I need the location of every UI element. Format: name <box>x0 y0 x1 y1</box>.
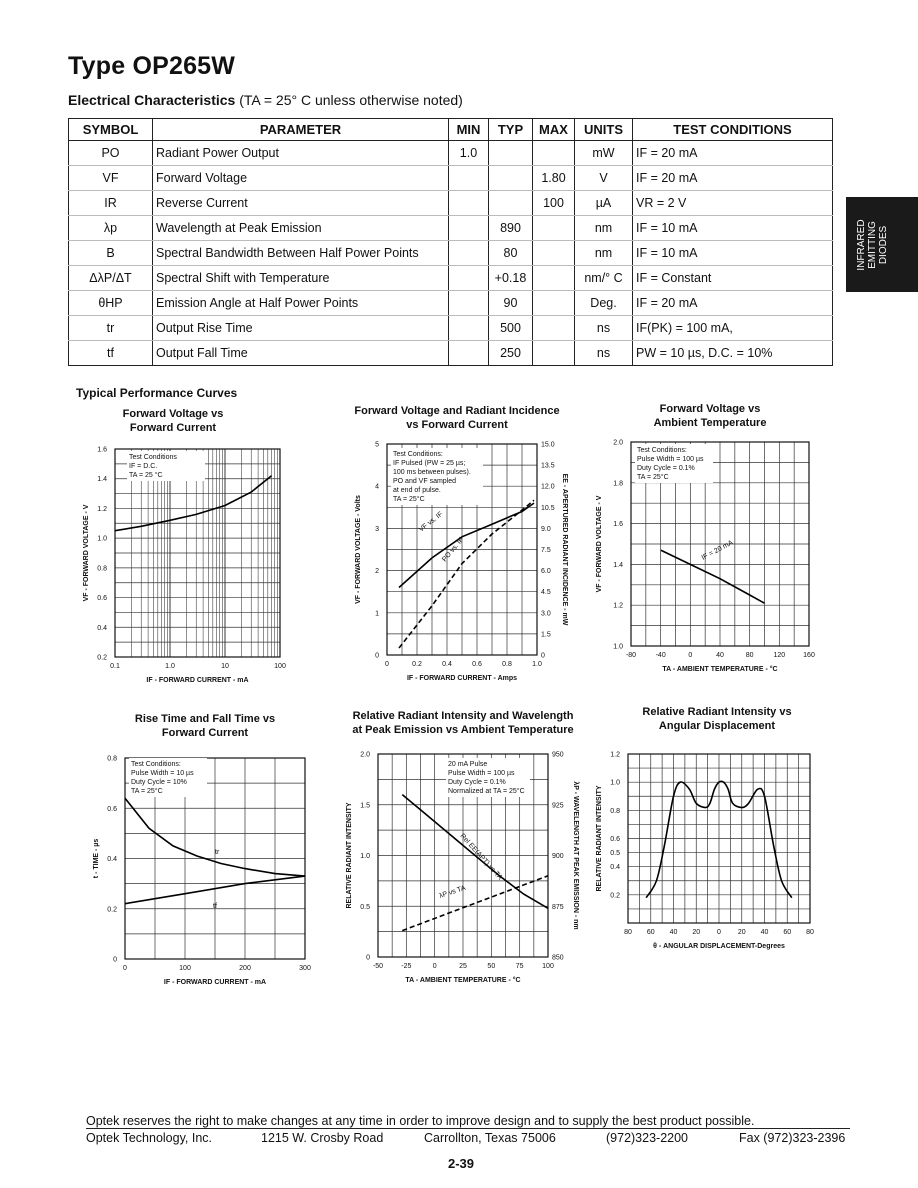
y-tick-label: 0.6 <box>610 836 620 843</box>
x-tick-label: 1.0 <box>165 663 175 670</box>
x-tick-label: 0 <box>688 652 693 659</box>
cell-typ <box>489 191 533 216</box>
y-axis-label: t - TIME - µs <box>93 838 100 879</box>
table-row <box>69 291 833 316</box>
chart-annotation: Pulse Width = 10 µs <box>131 770 194 777</box>
x-tick-label: 80 <box>806 929 814 936</box>
table-row <box>69 191 833 216</box>
cell-max: 1.80 <box>533 166 575 191</box>
y-tick-label: 0 <box>113 956 117 964</box>
city: Carrollton, Texas 75006 <box>424 1131 556 1145</box>
chart-annotation: 20 mA Pulse <box>448 761 488 768</box>
x-tick-label: 0 <box>717 929 721 936</box>
y-tick-label: 5 <box>375 441 379 449</box>
chart-annotation: IF = D.C. <box>129 463 158 470</box>
y-tick-label: 1.0 <box>97 535 107 543</box>
cell-parameter: Forward Voltage <box>153 166 449 191</box>
y2-tick-label: 13.5 <box>541 462 555 470</box>
y2-tick-label: 3.0 <box>541 610 551 618</box>
y-tick-label: 0.5 <box>360 903 370 911</box>
y2-tick-label: 10.5 <box>541 504 555 512</box>
caption-bold: Electrical Characteristics <box>68 92 236 108</box>
y-tick-label: 1.2 <box>613 602 623 610</box>
y2-axis-label: EE - APERTURED RADIANT INCIDENCE - mW <box>561 473 568 626</box>
cell-units: nm/° C <box>575 266 633 291</box>
cell-typ: 890 <box>489 216 533 241</box>
electrical-characteristics-table <box>68 118 833 366</box>
y-tick-label: 0 <box>366 954 370 962</box>
y-tick-label: 1.6 <box>97 446 107 454</box>
tab-line: EMITTING <box>867 221 878 269</box>
page-number: 2-39 <box>448 1156 475 1171</box>
cell-min: 1.0 <box>449 141 489 166</box>
cell-parameter: Radiant Power Output <box>153 141 449 166</box>
cell-conditions: IF = Constant <box>633 266 833 291</box>
y-tick-label: 1.5 <box>360 802 370 810</box>
x-tick-label: 0 <box>432 963 437 970</box>
cell-conditions: VR = 2 V <box>633 191 833 216</box>
x-tick-label: 0 <box>385 661 389 668</box>
chart-annotation: Pulse Width = 100 µs <box>637 456 704 463</box>
chart-4 <box>93 755 311 986</box>
cell-min <box>449 341 489 366</box>
cell-parameter: Output Rise Time <box>153 316 449 341</box>
y-tick-label: 1.8 <box>613 480 623 488</box>
y2-tick-label: 15.0 <box>541 441 555 449</box>
y2-tick-label: 850 <box>552 954 564 962</box>
cell-symbol: B <box>69 241 153 266</box>
cell-symbol: θHP <box>69 291 153 316</box>
chart-annotation: at end of pulse. <box>393 487 441 494</box>
cell-typ: +0.18 <box>489 266 533 291</box>
x-axis-label: TA - AMBIENT TEMPERATURE - °C <box>405 977 521 984</box>
y-axis-label: VF - FORWARD VOLTAGE - V <box>83 504 90 602</box>
x-tick-label: 0.4 <box>442 661 452 668</box>
cell-units: ns <box>575 316 633 341</box>
cell-min <box>449 216 489 241</box>
footer-notice: Optek reserves the right to make changes at any time in order to improve design and to supply the best product possible. <box>86 1114 755 1128</box>
cell-typ: 500 <box>489 316 533 341</box>
y-tick-label: 0.2 <box>107 906 117 914</box>
cell-min <box>449 241 489 266</box>
series-line <box>399 500 534 648</box>
cell-min <box>449 191 489 216</box>
chart-title: Relative Radiant Intensity and Wavelength at Peak Emission vs Ambient Temperature <box>352 710 574 736</box>
cell-min <box>449 316 489 341</box>
cell-conditions: IF = 20 mA <box>633 141 833 166</box>
y-tick-label: 1.0 <box>613 643 623 651</box>
x-tick-label: 300 <box>299 965 311 972</box>
table-row <box>69 316 833 341</box>
x-tick-label: 80 <box>624 929 632 936</box>
y2-tick-label: 7.5 <box>541 547 551 554</box>
y-tick-label: 0.8 <box>107 755 117 763</box>
y2-tick-label: 9.0 <box>541 525 551 533</box>
y2-tick-label: 12.0 <box>541 483 555 491</box>
cell-parameter: Spectral Bandwidth Between Half Power Points <box>153 241 449 266</box>
chart-annotation: IF Pulsed (PW = 25 µs; <box>393 460 466 467</box>
column-header: TYP <box>489 119 533 141</box>
chart-annotation: PO vs. IF <box>441 536 466 564</box>
cell-symbol: tr <box>69 316 153 341</box>
y-tick-label: 0.2 <box>610 892 620 900</box>
table-row <box>69 166 833 191</box>
x-axis-label: IF - FORWARD CURRENT - mA <box>146 677 249 684</box>
chart-6 <box>596 751 814 950</box>
cell-units: nm <box>575 241 633 266</box>
chart-title: Relative Radiant Intensity vs Angular Displacement <box>642 706 792 732</box>
y2-tick-label: 6.0 <box>541 568 551 576</box>
x-tick-label: 40 <box>669 929 678 936</box>
y-tick-label: 0.8 <box>610 807 620 815</box>
series-line <box>399 503 534 587</box>
y-tick-label: 3 <box>375 525 379 533</box>
y-axis-label: RELATIVE RADIANT INTENSITY <box>346 802 353 909</box>
cell-conditions: IF(PK) = 100 mA, <box>633 316 833 341</box>
cell-symbol: VF <box>69 166 153 191</box>
x-tick-label: 25 <box>459 963 467 970</box>
y2-tick-label: 4.5 <box>541 589 551 597</box>
cell-typ: 80 <box>489 241 533 266</box>
cell-parameter: Reverse Current <box>153 191 449 216</box>
chart-annotation: TA = 25 °C <box>129 472 163 479</box>
chart-title: Forward Voltage and Radiant Incidence vs Forward Current <box>354 405 560 431</box>
y-tick-label: 0 <box>375 652 379 660</box>
x-tick-label: 0.8 <box>502 661 512 668</box>
cell-units: mW <box>575 141 633 166</box>
footer-divider <box>86 1128 850 1129</box>
y-tick-label: 4 <box>375 483 379 491</box>
x-axis-label: θ - ANGULAR DISPLACEMENT-Degrees <box>653 943 785 950</box>
y-tick-label: 2 <box>375 568 379 576</box>
chart-title: Forward Voltage vs Forward Current <box>122 408 224 434</box>
column-header: PARAMETER <box>153 119 449 141</box>
y-tick-label: 1.2 <box>97 505 107 513</box>
x-tick-label: 160 <box>803 652 815 659</box>
x-tick-label: 120 <box>773 652 786 659</box>
table-row <box>69 241 833 266</box>
table-row <box>69 141 833 166</box>
x-tick-label: 0 <box>123 965 127 972</box>
y-tick-label: 2.0 <box>360 751 370 759</box>
y2-axis-label: λP - WAVELENGTH AT PEAK EMISSION - nm <box>572 781 579 930</box>
x-tick-label: 200 <box>239 965 251 972</box>
cell-symbol: tf <box>69 341 153 366</box>
y2-tick-label: 1.5 <box>541 631 551 639</box>
chart-annotation: VF vs. IF <box>417 510 445 534</box>
column-header: MAX <box>533 119 575 141</box>
x-axis-label: IF - FORWARD CURRENT - Amps <box>406 675 518 682</box>
cell-max <box>533 216 575 241</box>
x-axis-label: IF - FORWARD CURRENT - mA <box>163 979 267 986</box>
chart-annotation: Test Conditions: <box>637 447 687 454</box>
fax: Fax (972)323-2396 <box>739 1131 846 1145</box>
chart-annotation: Rel EE(APT) vs TA <box>458 832 504 882</box>
y-tick-label: 0.4 <box>97 624 107 632</box>
cell-units: ns <box>575 341 633 366</box>
cell-min <box>449 266 489 291</box>
x-tick-label: 0.6 <box>472 661 482 668</box>
chart-annotation: TA = 25°C <box>393 496 425 503</box>
cell-parameter: Emission Angle at Half Power Points <box>153 291 449 316</box>
x-tick-label: 0.2 <box>412 661 422 668</box>
chart-annotation: TA = 25°C <box>131 788 163 795</box>
chart-annotation: Normalized at TA = 25°C <box>448 788 525 795</box>
x-tick-label: 50 <box>487 963 496 970</box>
chart-annotation: Test Conditions: <box>393 451 443 458</box>
y-tick-label: 2.0 <box>613 439 623 447</box>
cell-parameter: Wavelength at Peak Emission <box>153 216 449 241</box>
chart-title: Rise Time and Fall Time vs Forward Current <box>134 713 276 739</box>
series-line <box>661 550 765 603</box>
cell-symbol: λp <box>69 216 153 241</box>
cell-typ <box>489 141 533 166</box>
y-tick-label: 1.0 <box>610 779 620 787</box>
cell-units: Deg. <box>575 291 633 316</box>
chart-annotation: Test Conditions <box>129 454 177 461</box>
chart-annotation: tr <box>215 849 220 856</box>
cell-min <box>449 291 489 316</box>
x-tick-label: 100 <box>542 963 554 970</box>
chart-2 <box>355 441 568 682</box>
cell-max <box>533 141 575 166</box>
series-line <box>402 876 548 931</box>
cell-max: 100 <box>533 191 575 216</box>
chart-annotation: λP vs TA <box>438 884 467 900</box>
y-tick-label: 1.0 <box>360 853 370 860</box>
column-header: MIN <box>449 119 489 141</box>
x-tick-label: -25 <box>401 963 412 970</box>
x-tick-label: -40 <box>655 652 666 659</box>
cell-conditions: IF = 10 mA <box>633 241 833 266</box>
cell-typ: 250 <box>489 341 533 366</box>
cell-max <box>533 241 575 266</box>
table-row <box>69 341 833 366</box>
x-tick-label: 40 <box>716 652 724 659</box>
chart-annotation: Duty Cycle = 0.1% <box>448 779 506 786</box>
y2-tick-label: 0 <box>541 652 545 660</box>
cell-units: nm <box>575 216 633 241</box>
cell-units: V <box>575 166 633 191</box>
y2-tick-label: 925 <box>552 802 564 810</box>
chart-title: Forward Voltage vs Ambient Temperature <box>653 403 767 429</box>
phone: (972)323-2200 <box>606 1131 689 1145</box>
y-tick-label: 0.6 <box>107 805 117 813</box>
y2-tick-label: 900 <box>552 853 564 860</box>
x-tick-label: 60 <box>646 929 655 936</box>
tab-line: INFRARED <box>856 219 867 271</box>
cell-max <box>533 316 575 341</box>
cell-typ: 90 <box>489 291 533 316</box>
y2-tick-label: 875 <box>552 903 564 911</box>
chart-annotation: tf <box>213 903 217 910</box>
y-axis-label: VF - FORWARD VOLTAGE - V <box>596 495 603 593</box>
y-tick-label: 0.5 <box>610 850 620 858</box>
x-tick-label: 60 <box>783 929 792 936</box>
y-tick-label: 1 <box>375 610 379 618</box>
y-tick-label: 0.4 <box>610 864 620 872</box>
x-tick-label: 40 <box>760 929 769 936</box>
chart-1 <box>83 446 286 684</box>
x-tick-label: -50 <box>372 963 384 970</box>
x-axis-label: TA - AMBIENT TEMPERATURE - °C <box>662 666 778 673</box>
x-tick-label: 0.1 <box>110 663 120 670</box>
cell-conditions: IF = 20 mA <box>633 166 833 191</box>
company-name: Optek Technology, Inc. <box>86 1131 213 1145</box>
section-tab-label <box>856 205 889 285</box>
column-header: SYMBOL <box>69 119 153 141</box>
cell-min <box>449 166 489 191</box>
y-tick-label: 1.6 <box>613 521 623 529</box>
chart-annotation: Pulse Width = 100 µs <box>448 770 515 777</box>
table-body <box>69 141 833 366</box>
tab-line: DIODES <box>878 225 889 265</box>
chart-5 <box>346 751 579 984</box>
x-tick-label: 20 <box>692 929 701 936</box>
chart-annotation: Duty Cycle = 0.1% <box>637 465 695 472</box>
page-title: Type OP265W <box>68 52 236 80</box>
table-caption <box>68 92 463 108</box>
table-header-row <box>69 119 833 141</box>
y-tick-label: 1.4 <box>613 561 623 569</box>
cell-typ <box>489 166 533 191</box>
column-header: TEST CONDITIONS <box>633 119 833 141</box>
y-tick-label: 0.6 <box>97 595 107 603</box>
section-tab <box>846 197 918 292</box>
x-tick-label: 75 <box>515 963 524 970</box>
cell-max <box>533 266 575 291</box>
x-tick-label: 10 <box>221 663 229 670</box>
cell-symbol: ΔλP/ΔT <box>69 266 153 291</box>
y-axis-label: VF - FORWARD VOLTAGE - Volts <box>355 495 362 604</box>
cell-max <box>533 291 575 316</box>
section-heading: Typical Performance Curves <box>76 386 238 400</box>
series-line <box>115 476 272 531</box>
y-axis-label: RELATIVE RADIANT INTENSITY <box>596 785 603 892</box>
chart-annotation: PO and VF sampled <box>393 478 457 485</box>
cell-symbol: PO <box>69 141 153 166</box>
x-tick-label: 100 <box>179 965 191 972</box>
chart-3 <box>596 439 815 673</box>
chart-annotation: 100 ms between pulses). <box>393 469 471 476</box>
cell-parameter: Output Fall Time <box>153 341 449 366</box>
y2-tick-label: 950 <box>552 751 564 759</box>
chart-annotation: TA = 25°C <box>637 474 669 481</box>
chart-annotation: Test Conditions: <box>131 761 181 768</box>
y-tick-label: 0.4 <box>107 856 117 863</box>
cell-conditions: IF = 10 mA <box>633 216 833 241</box>
y-tick-label: 1.2 <box>610 751 620 759</box>
caption-note: (TA = 25° C unless otherwise noted) <box>239 92 463 108</box>
table-row <box>69 266 833 291</box>
cell-symbol: IR <box>69 191 153 216</box>
x-tick-label: -80 <box>625 652 637 659</box>
cell-conditions: PW = 10 µs, D.C. = 10% <box>633 341 833 366</box>
cell-parameter: Spectral Shift with Temperature <box>153 266 449 291</box>
cell-max <box>533 341 575 366</box>
cell-conditions: IF = 20 mA <box>633 291 833 316</box>
y-tick-label: 0.8 <box>97 565 107 573</box>
y-tick-label: 0.2 <box>97 654 107 662</box>
x-tick-label: 80 <box>745 652 754 659</box>
x-tick-label: 1.0 <box>532 661 542 668</box>
column-header: UNITS <box>575 119 633 141</box>
table-row <box>69 216 833 241</box>
x-tick-label: 100 <box>274 663 286 670</box>
street-address: 1215 W. Crosby Road <box>261 1131 384 1145</box>
cell-units: µA <box>575 191 633 216</box>
chart-annotation: Duty Cycle = 10% <box>131 779 187 786</box>
x-tick-label: 20 <box>737 929 746 936</box>
chart-annotation: IF = 20 mA <box>700 539 735 562</box>
y-tick-label: 1.4 <box>97 476 107 484</box>
